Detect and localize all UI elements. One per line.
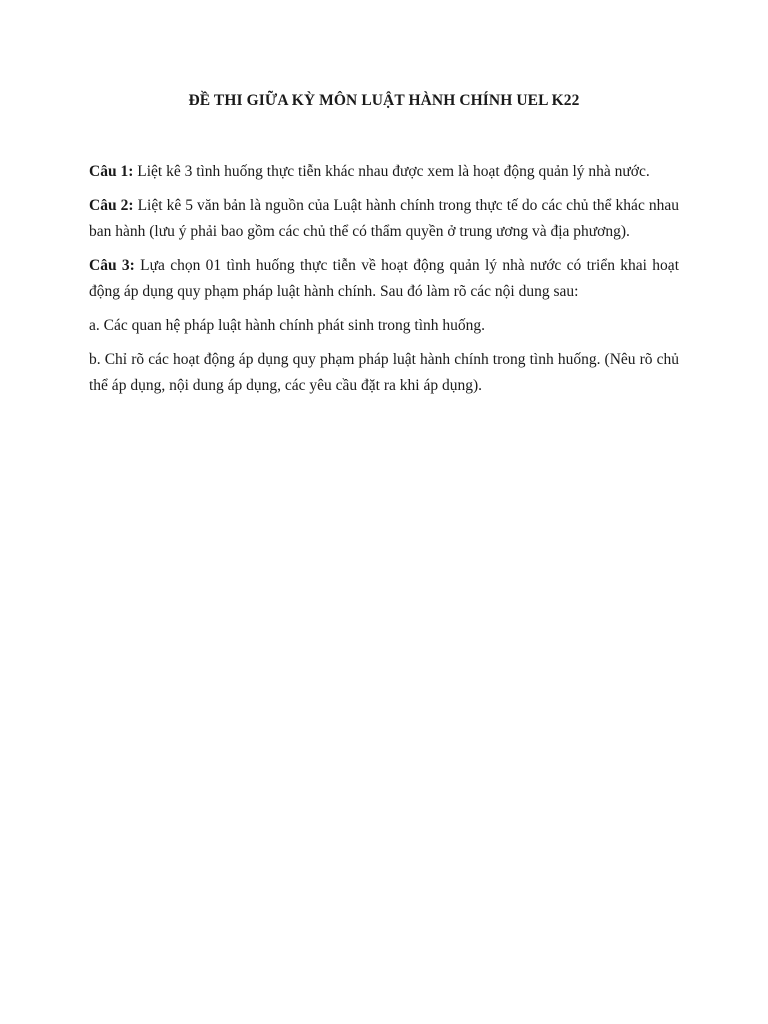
question-2-label: Câu 2: xyxy=(89,197,134,214)
question-1 xyxy=(89,159,679,185)
sub-item-b: b. Chỉ rõ các hoạt động áp dụng quy phạm pháp luật hành chính trong tình huống. (Nêu rõ chủ thể áp dụng, nội dung áp dụng, các yêu cầu đặt ra khi áp dụng). xyxy=(89,351,679,394)
question-3-text: Lựa chọn 01 tình huống thực tiễn về hoạt động quản lý nhà nước có triển khai hoạt động áp dụng quy phạm pháp luật hành chính. Sau đó làm rõ các nội dung sau: xyxy=(89,257,679,300)
question-3-label: Câu 3: xyxy=(89,257,135,274)
document-title: ĐỀ THI GIỮA KỲ MÔN LUẬT HÀNH CHÍNH UEL K22 xyxy=(188,92,580,109)
question-3 xyxy=(89,253,679,305)
question-1-label: Câu 1: xyxy=(89,163,134,180)
sub-item-a: a. Các quan hệ pháp luật hành chính phát sinh trong tình huống. xyxy=(89,317,486,334)
document-body xyxy=(89,159,679,407)
question-2 xyxy=(89,193,679,245)
question-2-text: Liệt kê 5 văn bản là nguồn của Luật hành chính trong thực tế do các chủ thể khác nhau ban hành (lưu ý phải bao gồm các chủ thể có thẩm quyền ở trung ương và địa phương). xyxy=(89,197,679,240)
question-1-text: Liệt kê 3 tình huống thực tiễn khác nhau được xem là hoạt động quản lý nhà nước. xyxy=(133,163,650,180)
